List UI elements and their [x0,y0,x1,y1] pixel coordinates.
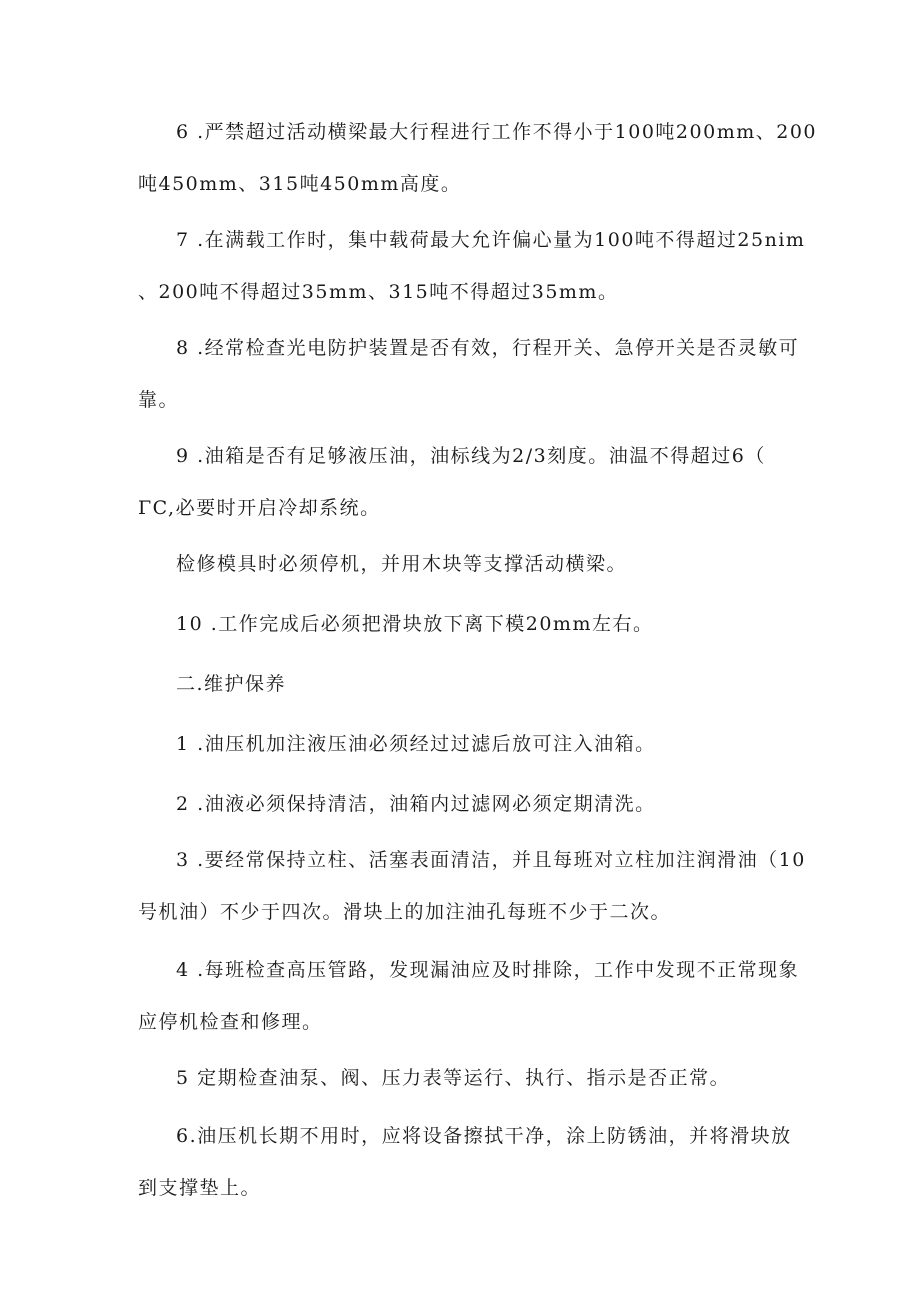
paragraph-maint-2 [138,778,798,830]
text-line: 7 .在满载工作时，集中载荷最大允许偏心量为100吨不得超过25nim [176,229,806,251]
paragraph-mold-maintenance [138,538,798,590]
text-line: ΓC,必要时开启冷却系统。 [138,497,381,519]
paragraph-maint-1 [138,718,798,770]
section-heading-text: 二.维护保养 [176,673,287,695]
text-line: 10 .工作完成后必须把滑块放下离下模20mm左右。 [176,613,654,635]
paragraph-maint-6 [138,1110,798,1214]
text-line: 检修模具时必须停机，并用木块等支撑活动横梁。 [176,553,628,575]
paragraph-item-9-oil-tank [138,430,798,534]
paragraph-maint-4 [138,944,798,1048]
section-heading-maintenance [138,658,798,710]
paragraph-item-10-finish [138,598,798,650]
text-line: 吨450mm、315吨450mm高度。 [138,173,462,195]
text-line: 2 .油液必须保持清洁，油箱内过滤网必须定期清洗。 [176,793,656,815]
paragraph-maint-3 [138,834,806,938]
text-line: 6 .严禁超过活动横梁最大行程进行工作不得小于100吨200mm、200 [176,121,817,143]
text-line: 应停机检查和修理。 [138,1011,323,1033]
paragraph-item-8-safety-check [138,322,798,426]
text-line: 4 .每班检查高压管路，发现漏油应及时排除，工作中发现不正常现象 [176,959,800,981]
text-line: 8 .经常检查光电防护装置是否有效，行程开关、急停开关是否灵敏可 [176,337,800,359]
paragraph-item-6-stroke-limit [138,106,817,210]
text-line: 3 .要经常保持立柱、活塞表面清洁，并且每班对立柱加注润滑油（10 [176,849,806,871]
text-line: 1 .油压机加注液压油必须经过过滤后放可注入油箱。 [176,733,656,755]
text-line: 靠。 [138,389,180,411]
text-line: 、200吨不得超过35mm、315吨不得超过35mm。 [138,281,619,303]
text-line: 号机油）不少于四次。滑块上的加注油孔每班不少于二次。 [138,901,672,923]
text-line: 到支撑垫上。 [138,1177,262,1199]
paragraph-item-7-eccentric-load [138,214,806,318]
text-line: 9 .油箱是否有足够液压油，油标线为2/3刻度。油温不得超过6（ [176,445,766,467]
text-line: 6.油压机长期不用时，应将设备擦拭干净，涂上防锈油，并将滑块放 [176,1125,792,1147]
paragraph-maint-5 [138,1052,798,1104]
text-line: 5 定期检查油泵、阀、压力表等运行、执行、指示是否正常。 [176,1067,731,1089]
